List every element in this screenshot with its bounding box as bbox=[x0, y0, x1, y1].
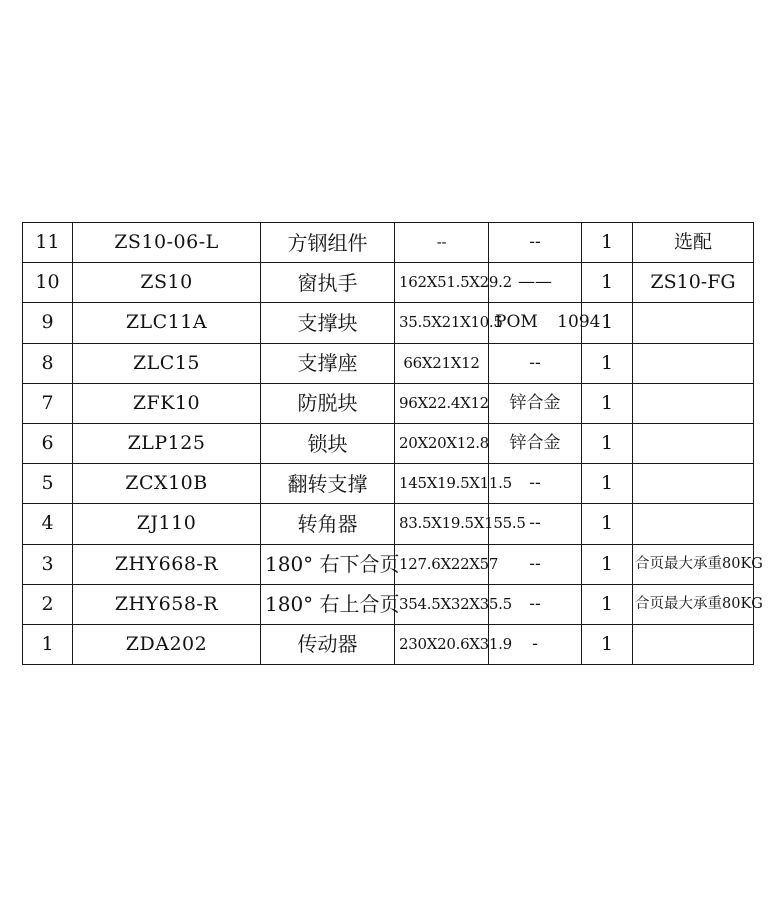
part-code: ZS10-06-L bbox=[73, 223, 261, 263]
table-row bbox=[23, 624, 754, 664]
part-code: ZS10 bbox=[73, 263, 261, 303]
table-row bbox=[23, 383, 754, 423]
parts-list-body bbox=[23, 223, 763, 665]
item-number: 10 bbox=[23, 263, 73, 303]
part-note bbox=[633, 504, 754, 544]
part-material: 锌合金 bbox=[489, 423, 582, 463]
table-row bbox=[23, 544, 754, 584]
table-row bbox=[23, 303, 754, 343]
part-spec: 35.5X21X10.5 bbox=[395, 303, 489, 343]
part-spec: 127.6X22X57 bbox=[395, 544, 489, 584]
part-note bbox=[633, 303, 754, 343]
part-note: 合页最大承重80KG bbox=[633, 544, 754, 584]
part-quantity: 1 bbox=[582, 223, 633, 263]
part-spec: 96X22.4X12 bbox=[395, 383, 489, 423]
item-number: 4 bbox=[23, 504, 73, 544]
item-number: 1 bbox=[23, 624, 73, 664]
part-spec: 162X51.5X29.2 bbox=[395, 263, 489, 303]
part-code: ZHY658-R bbox=[73, 584, 261, 624]
item-number: 9 bbox=[23, 303, 73, 343]
parts-list-table bbox=[22, 222, 763, 665]
part-quantity: 1 bbox=[582, 303, 633, 343]
part-note bbox=[633, 343, 754, 383]
part-quantity: 1 bbox=[582, 343, 633, 383]
part-quantity: 1 bbox=[582, 544, 633, 584]
table-row bbox=[23, 464, 754, 504]
part-quantity: 1 bbox=[582, 584, 633, 624]
part-material: 锌合金 bbox=[489, 383, 582, 423]
part-material: -- bbox=[489, 544, 582, 584]
part-quantity: 1 bbox=[582, 423, 633, 463]
part-quantity: 1 bbox=[582, 263, 633, 303]
part-spec: 230X20.6X31.9 bbox=[395, 624, 489, 664]
item-number: 11 bbox=[23, 223, 73, 263]
item-number: 2 bbox=[23, 584, 73, 624]
part-material: -- bbox=[489, 504, 582, 544]
part-spec: 145X19.5X11.5 bbox=[395, 464, 489, 504]
table-row bbox=[23, 223, 754, 263]
part-name: 转角器 bbox=[261, 504, 395, 544]
part-note bbox=[633, 624, 754, 664]
part-name: 方钢组件 bbox=[261, 223, 395, 263]
part-quantity: 1 bbox=[582, 624, 633, 664]
part-spec: 354.5X32X35.5 bbox=[395, 584, 489, 624]
part-material: -- bbox=[489, 343, 582, 383]
part-spec: 83.5X19.5X155.5 bbox=[395, 504, 489, 544]
item-number: 7 bbox=[23, 383, 73, 423]
part-spec: 66X21X12 bbox=[395, 343, 489, 383]
part-material: POM 1094 bbox=[489, 303, 582, 343]
table-row bbox=[23, 423, 754, 463]
part-name: 传动器 bbox=[261, 624, 395, 664]
table-row bbox=[23, 504, 754, 544]
part-note: 合页最大承重80KG bbox=[633, 584, 754, 624]
part-quantity: 1 bbox=[582, 383, 633, 423]
part-code: ZFK10 bbox=[73, 383, 261, 423]
item-number: 6 bbox=[23, 423, 73, 463]
part-quantity: 1 bbox=[582, 504, 633, 544]
part-name: 翻转支撑 bbox=[261, 464, 395, 504]
part-note bbox=[633, 383, 754, 423]
table-row bbox=[23, 263, 754, 303]
part-note: ZS10-FG bbox=[633, 263, 754, 303]
part-material: -- bbox=[489, 464, 582, 504]
part-code: ZCX10B bbox=[73, 464, 261, 504]
part-code: ZHY668-R bbox=[73, 544, 261, 584]
part-code: ZLC15 bbox=[73, 343, 261, 383]
part-code: ZDA202 bbox=[73, 624, 261, 664]
item-number: 3 bbox=[23, 544, 73, 584]
part-material: - bbox=[489, 624, 582, 664]
part-name: 锁块 bbox=[261, 423, 395, 463]
part-material: —— bbox=[489, 263, 582, 303]
table-row bbox=[23, 584, 754, 624]
part-note bbox=[633, 464, 754, 504]
part-material: -- bbox=[489, 584, 582, 624]
part-note bbox=[633, 423, 754, 463]
part-name: 180° 右上合页 bbox=[261, 584, 395, 624]
part-note: 选配 bbox=[633, 223, 754, 263]
part-code: ZLC11A bbox=[73, 303, 261, 343]
part-spec: -- bbox=[395, 223, 489, 263]
part-name: 180° 右下合页 bbox=[261, 544, 395, 584]
part-name: 支撑座 bbox=[261, 343, 395, 383]
part-name: 防脱块 bbox=[261, 383, 395, 423]
part-name: 窗执手 bbox=[261, 263, 395, 303]
item-number: 8 bbox=[23, 343, 73, 383]
part-name: 支撑块 bbox=[261, 303, 395, 343]
part-code: ZJ110 bbox=[73, 504, 261, 544]
part-code: ZLP125 bbox=[73, 423, 261, 463]
part-spec: 20X20X12.8 bbox=[395, 423, 489, 463]
part-quantity: 1 bbox=[582, 464, 633, 504]
part-material: -- bbox=[489, 223, 582, 263]
table-row bbox=[23, 343, 754, 383]
item-number: 5 bbox=[23, 464, 73, 504]
